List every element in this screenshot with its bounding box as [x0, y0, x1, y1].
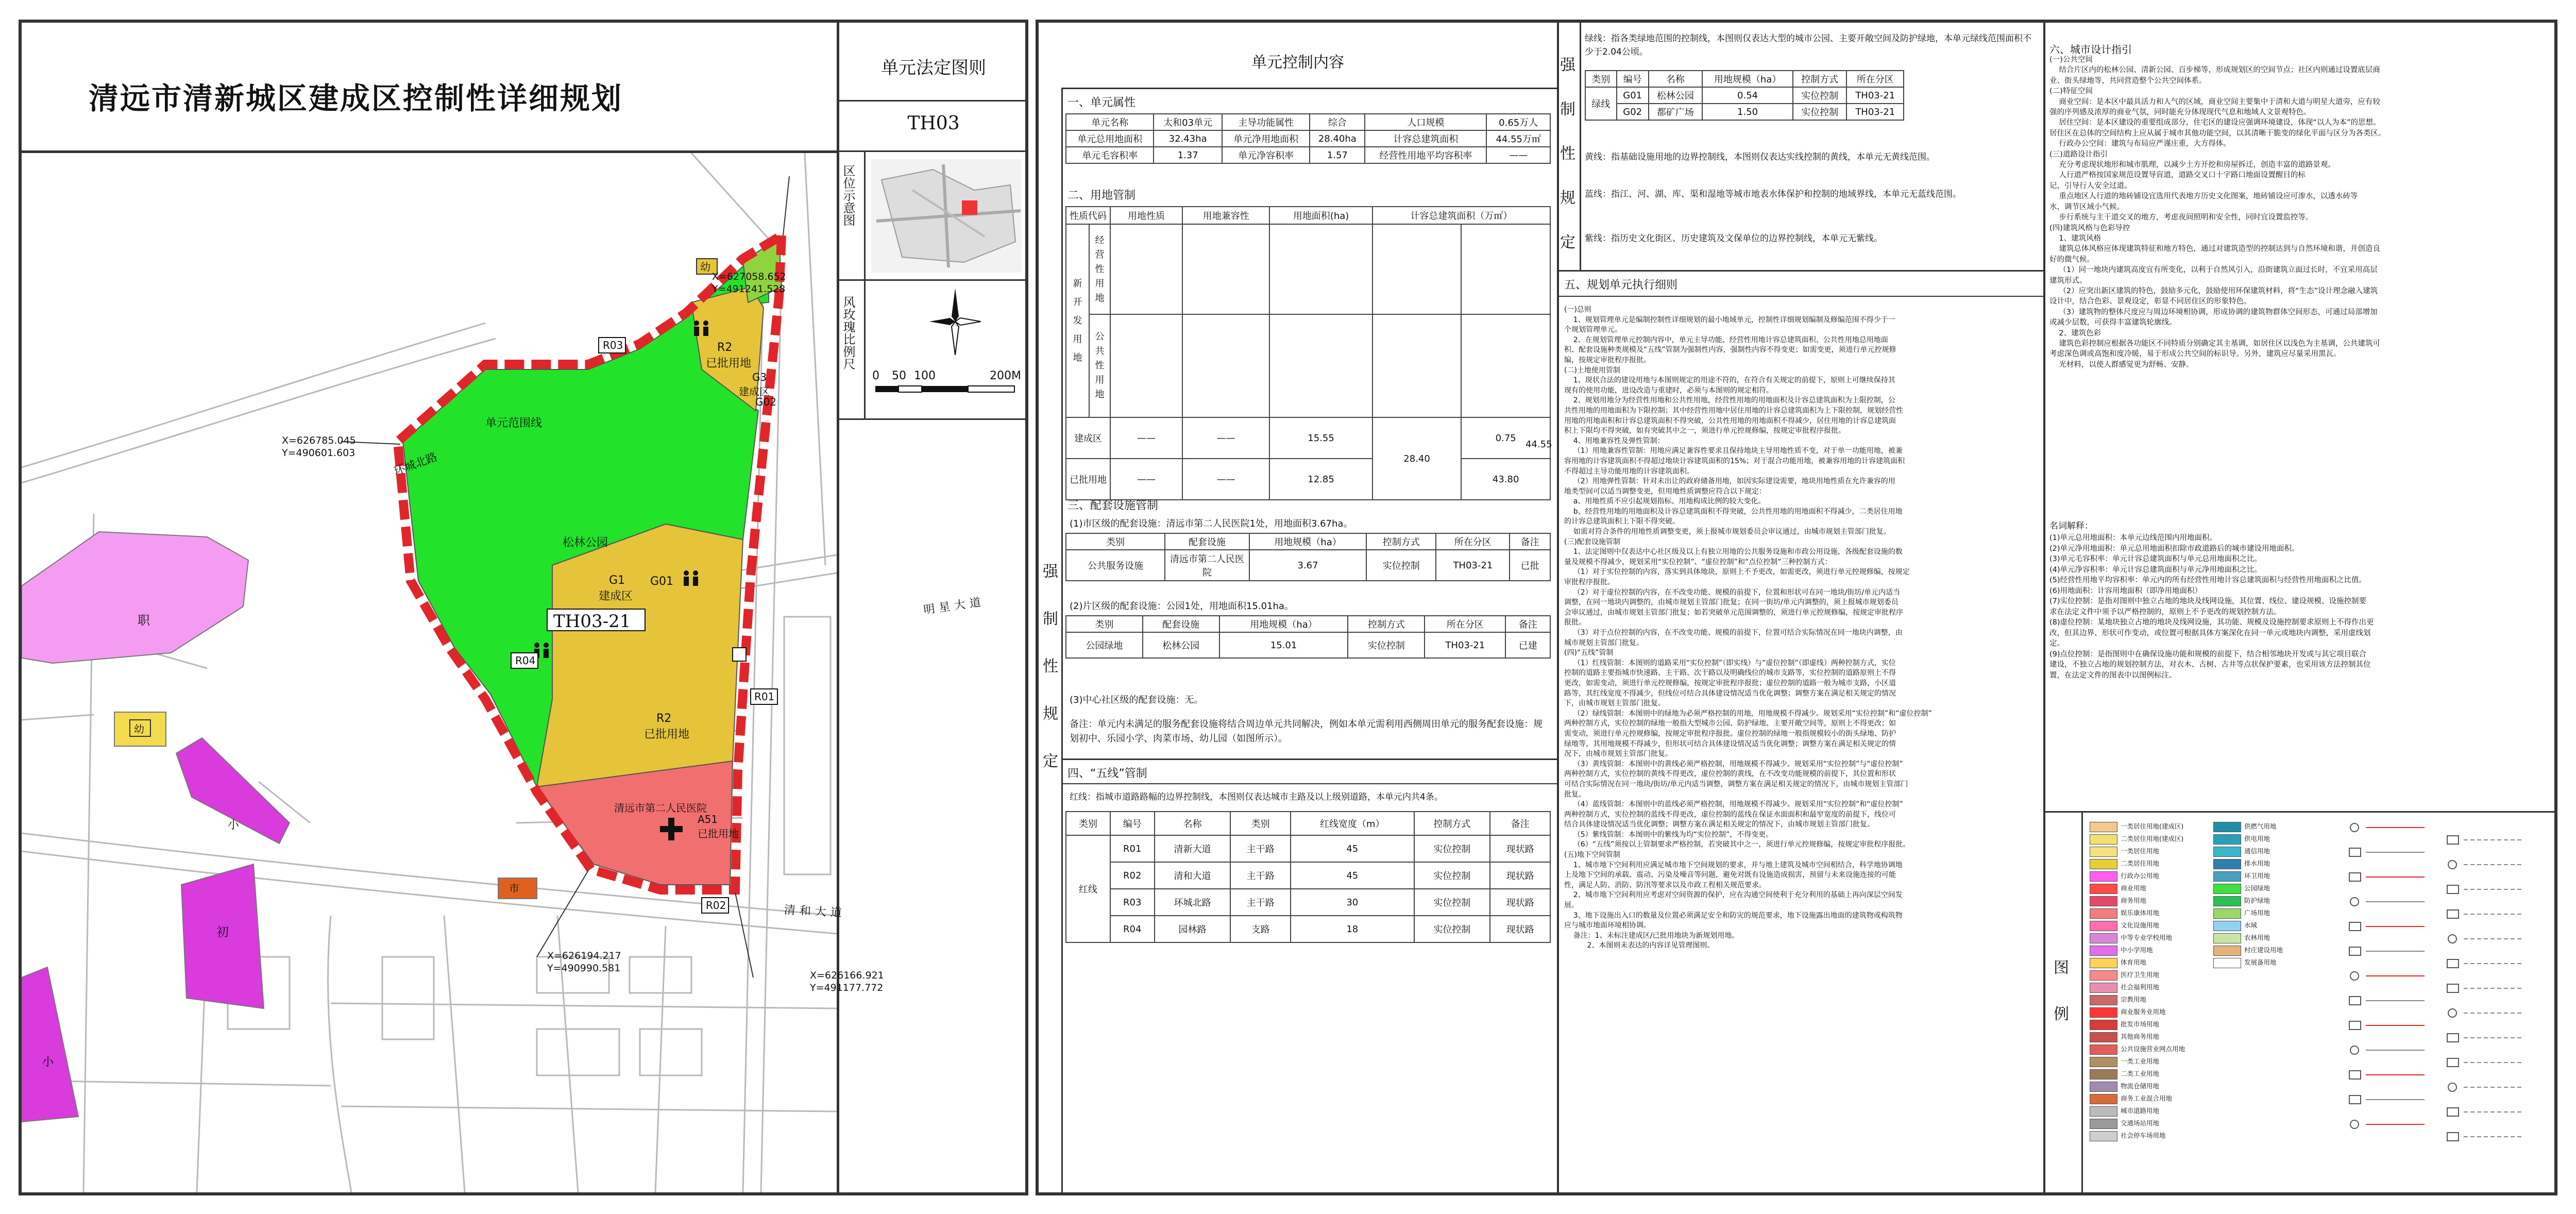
legend-swatch [2213, 847, 2241, 857]
legend-swatch [2090, 933, 2117, 943]
legend-symbol [2447, 1133, 2459, 1141]
legend-symbol [2349, 997, 2361, 1005]
legend-symbol [2447, 836, 2459, 844]
section-1-title: 一、单元属性 [1067, 96, 1136, 109]
coord-ne-y: Y=491241.528 [712, 283, 786, 295]
legend-swatch [2090, 995, 2117, 1005]
table-row: 类别 编号 名称 用地规模（ha） 控制方式 所在分区 [1585, 71, 1904, 87]
legend-symbol [2350, 1046, 2359, 1054]
legend-column-landuse [2090, 821, 2208, 1143]
legend-swatch [2213, 908, 2241, 919]
market-label: 市 [509, 882, 519, 895]
legend-symbol [2349, 1071, 2361, 1079]
legend-swatch [2090, 921, 2117, 931]
legend-swatch [2213, 958, 2241, 968]
control-column [1039, 23, 1559, 1192]
legend-label: 物流仓储用地 [2121, 1082, 2160, 1090]
legend-item [2090, 858, 2208, 871]
legend-item [2213, 821, 2332, 834]
legend-swatch [2090, 983, 2117, 993]
yellow-line-text: 黄线：指基础设施用地的边界控制线，本图则仅表达实线控制的黄线，本单元无黄线范围。 [1585, 152, 1935, 162]
legend-swatch [2090, 1106, 2117, 1117]
legend-symbol [2349, 1021, 2361, 1030]
g3-code: G3 [752, 371, 767, 383]
legend-item [2090, 1032, 2208, 1044]
legend-item [2090, 1056, 2208, 1069]
table-row: 公园绿地 松林公园 15.01 实位控制 TH03-21 已建 [1066, 632, 1550, 658]
legend-symbol [2447, 885, 2459, 893]
legend-label: 社会福利用地 [2121, 983, 2160, 991]
unit-label: TH03-21 [553, 611, 631, 632]
coord-w-y: Y=490601.603 [282, 447, 355, 459]
legend-label: 公共设施营业网点用地 [2121, 1045, 2185, 1053]
legend-label: 文化设施用地 [2121, 921, 2160, 929]
purple-line-text: 紫线：指历史文化街区、历史建筑及文保单位的边界控制线，本单元无紫线。 [1585, 233, 1883, 244]
park-lot: G01 [650, 575, 674, 588]
table-row: 类别 配套设施 用地规模（ha） 控制方式 所在分区 备注 [1066, 533, 1550, 550]
legend-item [2213, 858, 2332, 871]
facility-remark: 备注：单元内未满足的服务配套设施将结合周边单元共同解决，例如本单元需利用西侧周田单元的服务配套设施：规划初中、乐园小学、肉菜市场、幼儿园（如图所示）。 [1070, 719, 1543, 744]
r2b-status: 已批用地 [644, 728, 690, 741]
coord-sw-y: Y=490990.581 [547, 963, 621, 974]
sheet-type: 单元法定图则 [881, 58, 986, 78]
coord-ne-x: X=627058.652 [712, 271, 786, 282]
road-code-r04: R04 [515, 654, 536, 667]
legend-item [2090, 1093, 2208, 1106]
legend-label: 城市道路用地 [2121, 1107, 2160, 1115]
legend-symbol [2447, 959, 2459, 968]
legend-symbol [2350, 972, 2359, 980]
legend-item [2090, 846, 2208, 858]
junior-label: 初 [216, 925, 229, 939]
legend-label: 二类工业用地 [2121, 1070, 2160, 1077]
legend-label: 一类居住用地 [2121, 847, 2160, 855]
legend-item [2090, 970, 2208, 982]
legend-label: 广场用地 [2244, 909, 2270, 917]
legend-label: 二类居住用地 [2121, 859, 2160, 867]
table-row: 绿线 G01 松林公园 0.54 实位控制 TH03-21 [1585, 87, 1904, 104]
land-use-map [22, 153, 837, 1192]
legend-item [2090, 871, 2208, 883]
land-control-table [1065, 206, 1551, 500]
legend-column-infrastructure [2213, 821, 2332, 970]
r2b-code: R2 [656, 712, 672, 725]
legend-label: 水域 [2244, 921, 2258, 929]
legend-label: 中等专业学校用地 [2121, 934, 2173, 941]
green-line-table [1585, 70, 1904, 121]
coord-sw-x: X=626194.217 [547, 950, 621, 962]
legend-label: 社会停车场用地 [2121, 1132, 2166, 1139]
legend-label: 通信用地 [2244, 847, 2270, 855]
legend-item [2090, 1106, 2208, 1118]
legend-swatch [2090, 1069, 2117, 1080]
city-facility-note: (1)市区级的配套设施：清远市第二人民医院1处，用地面积3.67ha。 [1070, 518, 1353, 529]
legend-item [2090, 1044, 2208, 1056]
strong-label: 强 制 性 规 定 [1043, 563, 1058, 770]
legend-swatch [2090, 1082, 2117, 1092]
section-5-title: 五、规划单元执行细则 [1564, 279, 1678, 292]
compass-label: 风玫瑰比例尺 [841, 296, 855, 370]
legend-symbol [2349, 1095, 2361, 1104]
red-line-table [1065, 811, 1551, 943]
wind-rose-icon [927, 285, 984, 358]
legend-item [2090, 821, 2208, 834]
legend-swatch [2090, 1057, 2117, 1067]
legend-swatch [2090, 1007, 2117, 1018]
legend-label: 商务工业混合用地 [2121, 1094, 2173, 1102]
legend-swatch [2090, 896, 2117, 906]
legend-symbol [2350, 1120, 2359, 1128]
legend-label: 供电用地 [2244, 835, 2270, 842]
legend-label: 商业用地 [2121, 884, 2147, 892]
strong-label-2: 强 制 性 规 定 [1560, 56, 1575, 251]
legend-swatch [2213, 871, 2241, 882]
legend-label: 商业服务业用地 [2121, 1008, 2166, 1016]
legend-item [2213, 945, 2332, 957]
legend-symbol [2448, 1009, 2456, 1017]
total-gfa: 44.55 [1526, 439, 1552, 450]
legend-item [2090, 834, 2208, 846]
legend-symbol [2447, 910, 2459, 918]
legend-symbol [2447, 1058, 2459, 1067]
legend-symbol [2448, 1083, 2456, 1091]
legend-symbol [2447, 1034, 2459, 1042]
legend-item [2213, 896, 2332, 908]
legend-item [2090, 994, 2208, 1007]
scale-label-50: 50 [892, 369, 906, 382]
residential-parcel-south [537, 524, 743, 787]
table-row: 红线 R01 清新大道 主干路 45 实位控制 现状路 [1066, 835, 1550, 862]
legend-symbol [2448, 861, 2456, 869]
legend-label: 批发市场用地 [2121, 1020, 2160, 1028]
legend-swatch [2213, 834, 2241, 845]
legend-item [2213, 920, 2332, 933]
legend-symbol [2350, 898, 2359, 906]
legend-symbol [2448, 935, 2456, 943]
section-3-title: 三、配套设施管制 [1067, 499, 1159, 512]
road-code-r03: R03 [603, 339, 623, 351]
legend-swatch [2213, 884, 2241, 894]
green-line-intro: 绿线：指各类绿地范围的控制线，本图则仅表达大型的城市公园、主要开敞空间及防护绿地，本单元绿线范围面积不少于2.04公顷。 [1585, 33, 2031, 57]
table-row: 新开发用地 经营性用地 [1066, 224, 1550, 314]
kindergarten-label: 幼 [700, 261, 710, 273]
table-row: 类别 编号 名称 类别 红线宽度（m） 控制方式 备注 [1066, 812, 1550, 835]
legend-symbol [2349, 947, 2361, 955]
legend-swatch [2090, 946, 2117, 956]
legend-label: 排水用地 [2244, 859, 2270, 867]
table-row: 已批用地 —— —— 12.85 43.80 [1066, 459, 1550, 500]
legend-swatch [2090, 822, 2117, 832]
location-label: 区位示意图 [841, 164, 855, 226]
legend-swatch [2090, 908, 2117, 919]
park-status: 建成区 [599, 590, 633, 603]
legend-label: 供燃气用地 [2244, 822, 2277, 830]
legend-symbol [2350, 823, 2359, 832]
legend-symbol [2447, 1108, 2459, 1116]
legend-item [2090, 1007, 2208, 1019]
table-row: 单元名称 太和03单元 主导功能属性 综合 人口规模 0.65万人 [1066, 114, 1550, 130]
road-label-qinghe: 清和大道 [784, 903, 846, 920]
table-row: 公共性用地 [1066, 314, 1550, 417]
legend-swatch [2090, 1119, 2117, 1129]
hospital-code: A51 [698, 813, 718, 825]
hospital-name: 清远市第二人民医院 [614, 802, 707, 814]
legend-label: 交通场站用地 [2121, 1119, 2160, 1127]
legend-title: 图例 [2054, 959, 2069, 1023]
legend-item [2090, 1069, 2208, 1081]
park-name: 松林公园 [563, 536, 608, 549]
primary-label-south: 小 [42, 1056, 54, 1069]
legend-label: 发展备用地 [2244, 958, 2277, 966]
legend [2090, 821, 2548, 1182]
coord-se-x: X=626166.921 [810, 970, 884, 981]
legend-item [2213, 908, 2332, 920]
district-facility-note: (2)片区级的配套设施：公园1处，用地面积15.01ha。 [1070, 601, 1294, 612]
legend-label: 其他商务用地 [2121, 1033, 2160, 1040]
table-row: 公共服务设施 清远市第二人民医院 3.67 实位控制 TH03-21 已批 [1066, 550, 1550, 581]
legend-swatch [2090, 1032, 2117, 1042]
legend-item [2213, 957, 2332, 970]
control-heading: 单元控制内容 [1251, 54, 1344, 72]
location-map [871, 159, 1022, 273]
unit-code: TH03 [907, 113, 960, 134]
legend-item [2213, 871, 2332, 883]
table-row: G02 都矿广场 1.50 实位控制 TH03-21 [1585, 104, 1904, 120]
legend-item [2090, 982, 2208, 994]
road-code-r02: R02 [706, 899, 726, 912]
legend-symbol [2349, 922, 2361, 931]
legend-swatch [2090, 847, 2117, 857]
road-label-mingxing: 明星大道 [923, 595, 986, 617]
legend-label: 宗教用地 [2121, 996, 2147, 1003]
kindergarten-label-west: 幼 [134, 723, 144, 735]
facility-table-2 [1065, 615, 1551, 659]
legend-swatch [2213, 933, 2241, 943]
legend-item [2090, 896, 2208, 908]
legend-symbol [2349, 848, 2361, 856]
legend-item [2213, 933, 2332, 945]
design-column [2043, 23, 2554, 1192]
legend-swatch [2213, 921, 2241, 931]
legend-label: 医疗卫生用地 [2121, 971, 2160, 979]
legend-label: 一类居住用地(建成区) [2121, 822, 2184, 830]
legend-label: 娱乐康体用地 [2121, 909, 2160, 917]
boundary-label: 单元范围线 [485, 417, 543, 430]
legend-swatch [2090, 1020, 2117, 1030]
table-row: R03 环城北路 主干路 30 实位控制 现状路 [1066, 889, 1550, 916]
legend-swatch [2090, 859, 2117, 869]
legend-label: 商务用地 [2121, 897, 2147, 904]
legend-item [2090, 1081, 2208, 1093]
implementation-rules: (一)总则 1、规划管理单元是编制控制性详细规划的最小地域单元，控制性详细规划编制及修编范围不得少于一 个规划管理单元。 2、在规划管理单元控制内容中，单元主导功能、经营性用地计容总建筑面积、公共性用地总用地面 积、配套设施种类规模及“五线”管制为强制性内容，强制性内容不得变更；如需变更，须进行单元控规修 编，按规定审批程序报批。 (二)土地使用管制 1、现状合法的建设用地与本图则规定的用途不符的，在符合有关规定的前提下，原则上可继续保持其 现有的使用功能，进设改造与重建时，必须与本图则的规定相符。 2、规划用地分为经营性用地和公共性用地，经营性用地的用地面积及计容总建筑面积为上限控制，公 共性用地的用地面积为下限控制；其中经营性用地中居住用地的计容总建筑面积为上下限控制，规划经营性 用地的用地面积和计容总建筑面积不得突破，公共性用地的用地面积不得减少，居住用地的计容总建筑面 积上下限均不得突破，如有突破其中之一，须进行单元控规修编，按规定审批程序报批。 4、用地兼容性及弹性管制： （1）用地兼容性管制：用地应满足兼容性要求且保持地块主导用地性质不变，对于单一功能用地，被兼 容用地的计容建筑面积不得超过地块计容建筑面积的15%；对于混合功能用地，被兼容用地的计容建筑面积 不得超过主导功能用地的计容建筑面积。 （2）用地弹性管制：针对未出让的政府储备用地，如因实际建设需要，地块用地性质在允许兼容的用 地类型间可以适当调整变更，但用地性质调整应符合以下规定： a、用地性质不应引起规划指标、用地构成比例的较大变化。 b、经营性用地的用地面积及计容总建筑面积不得突破，公共性用地的用地面积不得减少，二类居住用地 的计容总建筑面积上下限不得突破。 如需对符合条件的用地性质调整变更，须上报城市规划委员会审议通过，由城市规划主管部门批复。 (三)配套设施管制 1、法定图则中仅表达中心社区级及以上有独立用地的公共服务设施和市政公用设施，各级配套设施的数 量及规模不得减少，规划采用“实位控制”、“虚位控制”和“点位控制”三种控制方式： （1）对于实位控制的内容，落实到具体地块，原则上不予更改，如需更改，须进行单元控规修编，按规定 审批程序报批。 （2）对于虚位控制的内容，在不改变功能、规模的前提下，位置和形状可在同一地块/街坊/单元内适当 调整，在同一地块内调整的，由城市规划主管部门批复；在同一街坊/单元内调整的，须上报城市规划委员 会审议通过，由城市规划主管部门批复；如若突破单元范围调整的，须进行单元控规修编，按规定审批程序 报批。 （3）对于点位控制的内容，在不改变功能、规模的前提下，位置可结合实际情况在同一地块内调整，由 城市规划主管部门批复。 (四)“五线”管制 （1）红线管制：本图则的道路采用“实位控制”（即实线）与“虚位控制”（即虚线）两种控制方式，实位 控制的道路主要指城市快速路、主干路、次干路以及明确线位的城市支路等，实位控制的道路原则上不得 更改，如需变动，须进行单元控规修编，按规定审批程序报批；虚位控制的道路一般为城市支路，小区道 路等，其红线宽度不得减少，但线位可结合具体建设情况适当优化调整；调整方案在满足相关规定的情况 下，由城市规划主管部门批复。 （2）绿线管制：本图则中的绿地为必须严格控制的用地，用地规模不得减少。规划采用“实位控制”和“虚位控制” 两种控制方式，实位控制的绿地一般指大型城市公园、防护绿地、主要开敞空间等，原则上不得更改；如 需变动，须进行单元控规修编，按规定审批程序报批。虚位控制的绿地一般指规模较小的街头绿地、防护 绿地等，其用地规模不得减少，但形状可结合具体建设情况适当优化调整；调整方案在满足相关规定的情 况下，由城市规划主管部门批复。 （3）黄线管制：本图则中的黄线必须严格控制，用地规模不得减少。规划采用“实位控制”与“虚位控制” 两种控制方式，实位控制的黄线不得更改，虚位控制的黄线，在不改变功能规模的前提下，其位置和形状 可结合实际情况在同一地块/街坊/单元内适当调整，调整方案在满足相关规定的情况下，由城市规划主管部门 批复。 （4）蓝线管制：本图则中的蓝线必须严格控制，用地规模不得减少。规划采用“实位控制”和“虚位控制” 两种控制方式，实位控制的蓝线不得更改，虚位控制的蓝线在保证水面面积和最窄宽度的前提下，线位可 结合具体建设情况适当优化调整；调整方案在满足相关规定的情况下，由城市规划主管部门批复。 （5）紫线管制：本图则中的紫线为均“实位控制”，不得变更。 （6）“五线”须按以上管制要求严格控制，若突破其中之一，须进行单元控规修编，按规定审批程序报批。 (五)地下空间管制 1、城市地下空间利用应满足城市地下空间规划的要求，并与地上建筑及城市空间相结合，科学地协调地 上及地下空间的承载、震动、污染及噪音等问题，避免对既有设施造成损害，预留与未来设施连接的可能 性，满足人防、消防、防汛等要求以及市政工程相关规范要求。 2、城市地下空间利用应考虑对空间资源的保护，应在沟通空间使利于充分利用的基础上再向深层空间发 展。 3、地下设施出入口的数量及位置必须满足安全和防灾的规范要求，地下设施露出地面的建筑物或构筑物 应与城市地面环境相协调。 备注：1、未标注建成区/已批用地块为新规划用地。 2、本图则未表达的内容详见管理图则。 [1564, 306, 1932, 950]
unit-attributes-table [1065, 113, 1551, 164]
section-4-title: 四、“五线”管制 [1067, 767, 1147, 780]
legend-item [2090, 1118, 2208, 1131]
legend-item [2090, 945, 2208, 957]
legend-label: 村庄建设用地 [2244, 946, 2283, 954]
g3-lot: G02 [755, 396, 776, 408]
legend-item [2090, 908, 2208, 920]
table-row: 建成区 —— —— 15.55 28.40 0.75 [1066, 417, 1550, 459]
legend-item [2090, 920, 2208, 933]
map-title: 清远市清新城区建成区控制性详细规划 [89, 81, 623, 116]
legend-item [2213, 834, 2332, 846]
legend-item [2090, 1019, 2208, 1032]
legend-label: 体育用地 [2121, 958, 2147, 966]
g3-status: 建成区 [739, 385, 770, 398]
legend-label: 农林用地 [2244, 934, 2270, 941]
legend-item [2213, 883, 2332, 896]
legend-item [2090, 883, 2208, 896]
legend-swatch [2090, 958, 2117, 968]
legend-label: 一类工业用地 [2121, 1057, 2160, 1065]
table-row: R02 清和大道 主干路 45 实位控制 现状路 [1066, 862, 1550, 889]
legend-item [2090, 1131, 2208, 1143]
legend-symbol-list [2342, 821, 2543, 1161]
hospital-status: 已批用地 [698, 828, 739, 840]
text-sheet [1036, 20, 2557, 1195]
table-row: 类别 配套设施 用地规模（ha） 控制方式 所在分区 备注 [1066, 616, 1550, 632]
legend-label: 环卫用地 [2244, 872, 2270, 880]
legend-swatch [2213, 859, 2241, 869]
community-facility-note: (3)中心社区级的配套设施：无。 [1070, 695, 1204, 705]
legend-swatch [2213, 946, 2241, 956]
transit-stop-icon [733, 648, 746, 661]
facility-table-1 [1065, 533, 1551, 581]
table-row: 单元总用地面积 32.43ha 单元净用地面积 28.40ha 计容总建筑面积 44.55万㎡ [1066, 130, 1550, 147]
road-label-huancheng: 环城北路 [392, 450, 439, 479]
primary-label: 小 [228, 819, 240, 832]
table-row: 单元毛容积率 1.37 单元净容积率 1.57 经营性用地平均容积率 —— [1066, 147, 1550, 163]
road-code-r01: R01 [754, 690, 775, 703]
section-6-title: 六、城市设计指引 [2049, 43, 2132, 56]
legend-swatch [2090, 834, 2117, 845]
legend-swatch [2213, 822, 2241, 832]
legend-swatch [2090, 871, 2117, 882]
table-row: 性质代码 用地性质 用地兼容性 用地面积(ha) 计容总建筑面积（万㎡） [1066, 207, 1550, 224]
terms-heading: 名词解释： [2049, 521, 2093, 531]
legend-swatch [2090, 970, 2117, 981]
legend-swatch [2090, 1094, 2117, 1104]
r2a-status: 已批用地 [706, 357, 752, 370]
map-sheet [19, 20, 1028, 1195]
rules-column [1557, 23, 2045, 1192]
legend-label: 公园绿地 [2244, 884, 2270, 892]
section-2-title: 二、用地管制 [1067, 189, 1136, 202]
legend-item [2213, 846, 2332, 858]
coord-w-x: X=626785.045 [282, 435, 356, 446]
terms-definitions: (1)单元总用地面积：本单元边线范围内用地面积。 (2)单元净用地面积：单元总用地面积扣除市政道路后的城市建设用地面积。 (3)单元毛容积率：单元计容总建筑面积与单元总用地面积之比。 (4)单元净容积率：单元计容总建筑面积与单元净用地面积之比。 (5)经营性用地平均容积率：单元内的所有经营性用地计容总建筑面积与经营性用地面积之比值。 (6)用地面积：计容用地面积（即净用地面积） (7)实位控制：是指对图则中独立占地的地块及线网设施，其位置、线位、建设规模、设施控制要 求在法定文件中须予以严格控制的，原则上不予更改的规划控制方法。 (8)虚位控制：某地块独立占地的地块及线网设施，其功能、规模及设施控制要求原则上不得作出更 改，但其边界、形状可作变动，或位置可根据具体方案深化在同一单元或地块内调整，采用虚线划 定。 (9)点位控制：是指图则中在确保设施功能和规模的前提下，结合相邻地块开发或与其它项目联合 建设，不独立占地的规划控制方法，对衣木、古树、古井等点状保护要素，也采用该方法控制其位 置，在法定文件的图表中以图例标注。 [2049, 534, 2374, 680]
legend-label: 二类居住用地(建成区) [2121, 835, 2184, 842]
scale-label-200: 200M [990, 369, 1021, 382]
legend-swatch [2090, 1044, 2117, 1055]
legend-symbol [2447, 984, 2459, 992]
table-row: R04 园林路 支路 18 实位控制 现状路 [1066, 916, 1550, 942]
coord-se-y: Y=491177.772 [810, 982, 884, 993]
legend-symbol [2349, 873, 2361, 881]
scale-label-100: 100 [914, 369, 936, 382]
legend-label: 中小学用地 [2121, 946, 2153, 954]
park-code: G1 [609, 574, 625, 587]
scale-label-0: 0 [872, 369, 879, 382]
red-line-intro: 红线：指城市道路路幅的边界控制线，本图则仅表达城市主路及以上级别道路，本单元内共4条。 [1070, 792, 1443, 802]
legend-swatch [2090, 1131, 2117, 1141]
design-guidance: (一)公共空间 结合片区内的松林公园、清新公园、百步梯等，形成规划区的空间节点；社区内则通过设置底层商 业、街头绿地等，共同营造整个公共空间体系。 (二)特征空间 商业空间：是本区中最具活力和人气的区域，商业空间主要集中于清和大道与明星大道旁，应有较 强的序列感及浓厚的商业气氛，同时能充分体现现代气息和地域人文景观特色。 居住空间：是本区建设的重要组成部分，住宅区的建设应强调环境建设，体现“以人为本”的思想。 居住区在总体的空间结构上应从属于城市其他功能空间，以其清晰干脆变的绿化平面与区分为各类区。 行政办公空间：建筑与布局应严谨庄重，大方得体。 (三)道路设计指引 充分考虑现状地形和城市肌理，以减少土方开挖和房屋拆迁，创造丰富的道路景观。 人行道严格按国家规范设置导盲道，道路交叉口十字路口地面设置醒目的标 记，引导行人安全过道。 重点地区人行道的地砖铺设宜选用代表地方历史文化图案，地砖铺设应可渗水，以透水砖等 水，调节区域小气候。 步行系统与主干道交叉的地方，考虑夜间照明和安全性，同时宜设置监控等。 (四)建筑风格与色彩导控 1、建筑风格 建筑总体风格应体现建筑特征和地方特色，通过对建筑造型的控制达到与自然环境和谐，并创造良 好的微气候。 （1）同一地块内建筑高度宜有所变化，以利于自然风引入，沿街建筑立面过长时，不宜采用高层 建筑形式。 （2）应突出新区建筑的特色，鼓励多元化，鼓励使用环保建筑材料，将“生态”设计理念融入建筑 设计中，结合色彩、景观设定，彰显不同居住区的形象特色。 （3）建筑物的整体尺度应与周边环境相协调，形成协调的建筑物群体空间形态，可通过局部增加 或减少层数，可获得丰富建筑轮廓线。 2、建筑色彩 建筑色彩控制应根据各功能区不同特质分别确定其主基调，如居住区以浅色为主基调，公共建筑可 考虑深色调或高饱和度冷暖，易于形成公共空间的标识导。另外，建筑应尽量采用黑瓦。 光材料，以使人群感觉更为舒畅、安静。 [2049, 56, 2386, 369]
vocational-label: 职 [138, 613, 150, 628]
legend-item [2090, 957, 2208, 970]
legend-item [2090, 933, 2208, 945]
legend-swatch [2213, 896, 2241, 906]
legend-label: 防护绿地 [2244, 897, 2270, 904]
blue-line-text: 蓝线：指江、河、湖、库、渠和湿地等城市地表水体保护和控制的地域界线，本单元无蓝线范围。 [1585, 189, 1961, 199]
legend-swatch [2090, 884, 2117, 894]
r2a-code: R2 [717, 341, 733, 354]
legend-label: 行政办公用地 [2121, 872, 2160, 880]
